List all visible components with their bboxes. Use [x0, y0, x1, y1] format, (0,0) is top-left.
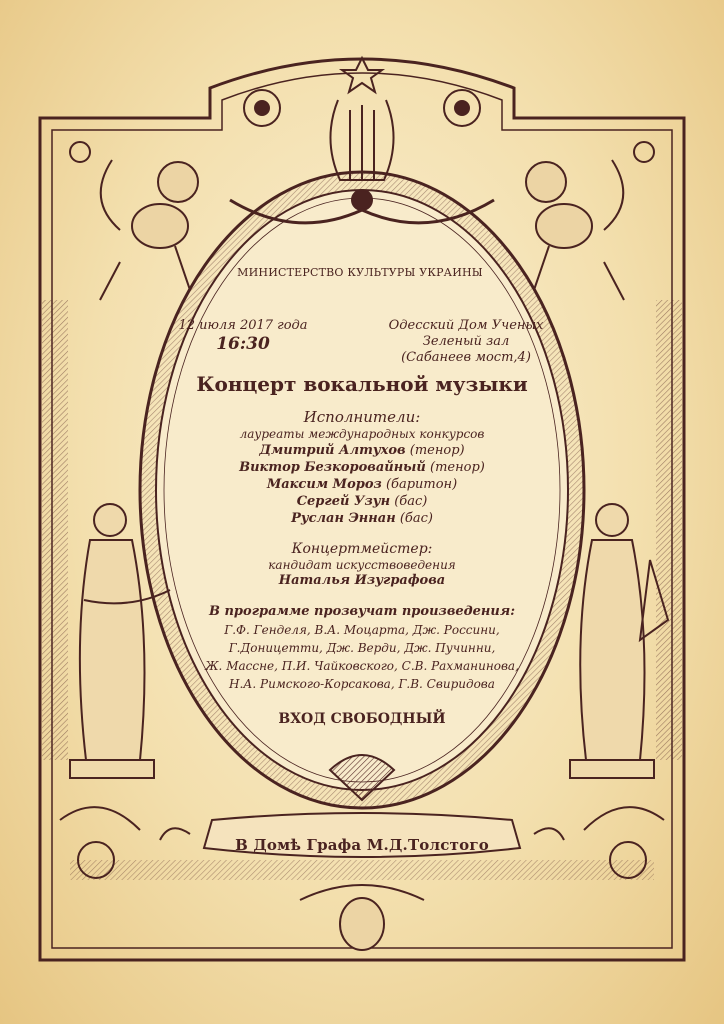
- venue-line-2: Зеленый зал: [422, 334, 510, 349]
- event-venue: [378, 318, 554, 366]
- performer-voice: (тенор): [409, 443, 465, 458]
- performer-voice: (бас): [399, 511, 433, 526]
- concert-title: Концерт вокальной музыки: [196, 372, 528, 396]
- performer-voice: (тенор): [430, 460, 485, 475]
- performer-row: [180, 510, 544, 527]
- free-entry-notice: ВХОД СВОБОДНЫЙ: [278, 711, 446, 727]
- performer-name: Дмитрий Алтухов: [259, 443, 406, 458]
- accompanist-title: кандидат искусствоведения: [268, 558, 456, 572]
- performers-heading: Исполнители:: [303, 408, 421, 426]
- performer-voice: (баритон): [385, 477, 458, 492]
- program-line: Г.Ф. Генделя, В.А. Моцарта, Дж. Россини,: [224, 623, 500, 637]
- program-heading: В программе прозвучат произведения:: [208, 604, 516, 619]
- performer-name: Виктор Безкоровайный: [239, 460, 426, 475]
- event-time: 16:30: [216, 334, 270, 354]
- performers-section: [180, 408, 544, 527]
- accompanist-name: Наталья Изуграфова: [278, 573, 446, 588]
- performer-voice: (бас): [394, 494, 428, 509]
- program-line: Ж. Массне, П.И. Чайковского, С.В. Рахманинова,: [205, 659, 519, 673]
- cherub-left: [100, 160, 198, 300]
- venue-line-1: Одесский Дом Ученых: [388, 318, 544, 333]
- plaque-caption: В Домѣ Графа М.Д.Толстого: [235, 836, 489, 854]
- performer-name: Максим Мороз: [266, 477, 382, 492]
- performer-name: Сергей Узун: [296, 494, 391, 509]
- accompanist-section: [200, 541, 524, 590]
- performer-row: [180, 493, 544, 510]
- program-section: [170, 603, 554, 693]
- program-line: Г.Доницетти, Дж. Верди, Дж. Пучинни,: [228, 641, 496, 655]
- performers-subheading: лауреаты международных конкурсов: [239, 427, 485, 441]
- event-date: 12 июля 2017 года: [178, 318, 308, 333]
- performer-row: [180, 442, 544, 459]
- cherub-right: [526, 160, 624, 300]
- lyre-crest: [230, 58, 494, 223]
- accompanist-heading: Концертмейстер:: [291, 541, 433, 557]
- muse-statue-right: [570, 504, 668, 778]
- performer-name: Руслан Эннан: [291, 511, 396, 526]
- program-line: Н.А. Римского-Корсакова, Г.В. Свиридова: [229, 677, 495, 691]
- performer-row: [180, 476, 544, 493]
- event-datetime: [168, 318, 318, 354]
- performer-row: [180, 459, 544, 476]
- ministry-heading: МИНИСТЕРСТВО КУЛЬТУРЫ УКРАИНЫ: [237, 266, 483, 279]
- venue-line-3: (Сабанеев мост,4): [401, 350, 531, 365]
